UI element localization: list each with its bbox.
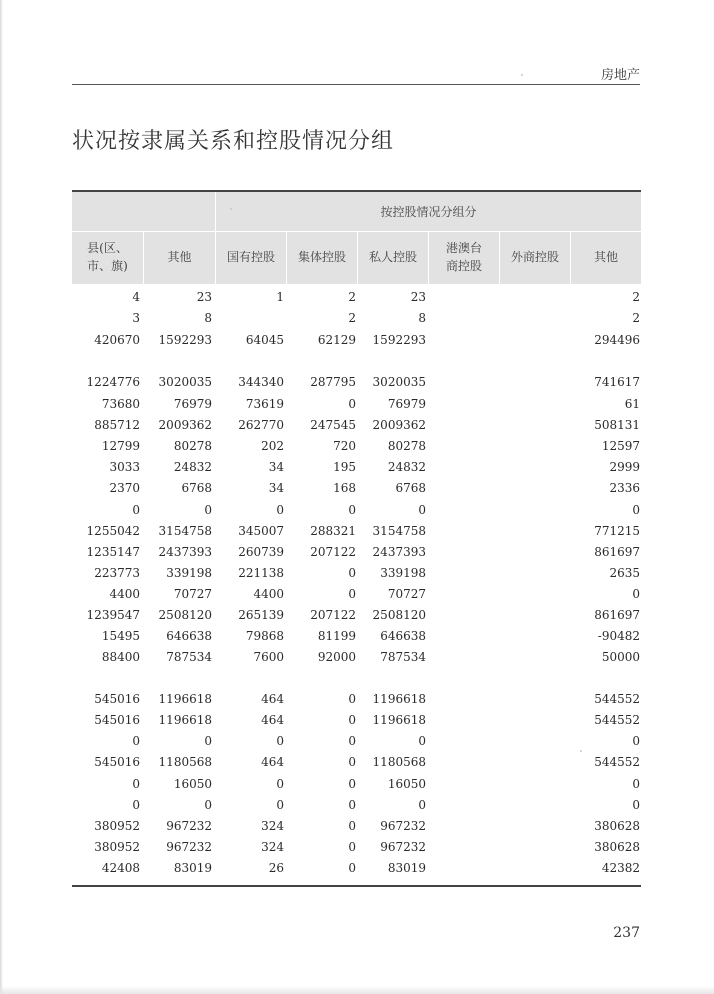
table-cell: 0 bbox=[418, 734, 426, 748]
table-cell bbox=[427, 816, 497, 837]
scan-speck bbox=[521, 74, 523, 76]
table-cell: 287795 bbox=[310, 375, 356, 389]
table-cell: 70727 bbox=[387, 587, 426, 601]
table-cell: 380952 bbox=[94, 819, 140, 833]
table-cell: 80278 bbox=[173, 439, 212, 453]
table-cell: 4 bbox=[132, 290, 140, 304]
table-cell: 380628 bbox=[594, 819, 640, 833]
table-cell bbox=[427, 858, 497, 879]
table-cell: 6768 bbox=[395, 481, 426, 495]
table-row bbox=[72, 415, 641, 436]
table-cell: 1255042 bbox=[86, 524, 140, 538]
table-cell bbox=[427, 436, 497, 457]
table-cell bbox=[286, 668, 356, 689]
table-cell: 345007 bbox=[238, 524, 284, 538]
table-cell: 76979 bbox=[173, 397, 212, 411]
table-cell: 195 bbox=[333, 460, 356, 474]
table-cell bbox=[570, 668, 640, 689]
table-cell: 223773 bbox=[94, 566, 140, 580]
table-cell bbox=[427, 394, 497, 415]
table-row bbox=[72, 436, 641, 457]
table-cell: 0 bbox=[348, 798, 356, 812]
table-cell bbox=[427, 689, 497, 710]
table-row bbox=[72, 500, 641, 521]
table-cell: 885712 bbox=[94, 418, 140, 432]
table-cell: 92000 bbox=[317, 650, 356, 664]
table-cell: 1239547 bbox=[86, 608, 140, 622]
table-row bbox=[72, 308, 641, 329]
scan-speck bbox=[580, 750, 582, 752]
page-number: 237 bbox=[613, 925, 640, 941]
table-cell: 7600 bbox=[253, 650, 284, 664]
table-cell: 2 bbox=[632, 311, 640, 325]
table-cell bbox=[498, 605, 568, 626]
table-cell bbox=[286, 351, 356, 372]
table-cell: 0 bbox=[132, 777, 140, 791]
table-row bbox=[72, 710, 641, 731]
table-cell bbox=[142, 668, 212, 689]
table-cell bbox=[427, 415, 497, 436]
table-cell: 2508120 bbox=[158, 608, 212, 622]
table-cell: 34 bbox=[268, 460, 284, 474]
table-row bbox=[72, 605, 641, 626]
col-header-hk-macau-taiwan: 港澳台 商控股 bbox=[445, 241, 482, 273]
table-cell: 1592293 bbox=[158, 333, 212, 347]
table-cell: 202 bbox=[261, 439, 284, 453]
table-cell: 0 bbox=[348, 840, 356, 854]
table-cell: 61 bbox=[624, 397, 640, 411]
table-cell: 23 bbox=[196, 290, 212, 304]
table-cell: 6768 bbox=[181, 481, 212, 495]
table-cell: 771215 bbox=[594, 524, 640, 538]
table-row bbox=[72, 837, 641, 858]
table-cell: 861697 bbox=[594, 608, 640, 622]
table-cell: 1196618 bbox=[372, 713, 426, 727]
table-cell: 24832 bbox=[173, 460, 212, 474]
table-cell: 0 bbox=[276, 734, 284, 748]
table-cell: 288321 bbox=[310, 524, 356, 538]
col-header-other-a: 其他 bbox=[167, 250, 192, 264]
table-cell bbox=[498, 308, 568, 329]
table-cell bbox=[498, 521, 568, 542]
table-cell bbox=[427, 647, 497, 668]
table-cell bbox=[142, 351, 212, 372]
table-cell: 741617 bbox=[594, 375, 640, 389]
table-cell bbox=[356, 668, 426, 689]
table-cell: 545016 bbox=[94, 692, 140, 706]
table-cell: 380952 bbox=[94, 840, 140, 854]
table-cell: 8 bbox=[418, 311, 426, 325]
table-row bbox=[72, 563, 641, 584]
table-cell: 0 bbox=[348, 587, 356, 601]
table-cell: 0 bbox=[418, 798, 426, 812]
table-cell: 967232 bbox=[380, 819, 426, 833]
table-cell: 967232 bbox=[166, 819, 212, 833]
table-cell: 168 bbox=[333, 481, 356, 495]
header-rule bbox=[72, 84, 640, 85]
table-cell bbox=[498, 858, 568, 879]
table-cell: 0 bbox=[204, 734, 212, 748]
table-cell: 0 bbox=[348, 713, 356, 727]
table-cell: 0 bbox=[276, 503, 284, 517]
table-cell: 207122 bbox=[310, 545, 356, 559]
table-cell: 3020035 bbox=[158, 375, 212, 389]
table-cell: 50000 bbox=[601, 650, 640, 664]
table-cell bbox=[427, 521, 497, 542]
table-cell bbox=[498, 394, 568, 415]
table-cell: 420670 bbox=[94, 333, 140, 347]
col-header-foreign: 外商控股 bbox=[510, 250, 559, 264]
table-cell: 720 bbox=[333, 439, 356, 453]
table-cell: 79868 bbox=[245, 629, 284, 643]
table-cell: 0 bbox=[348, 503, 356, 517]
table-cell bbox=[427, 795, 497, 816]
table-cell bbox=[498, 436, 568, 457]
table-cell: 2 bbox=[348, 311, 356, 325]
table-cell: 42408 bbox=[101, 861, 140, 875]
table-cell bbox=[427, 605, 497, 626]
table-cell: 15495 bbox=[101, 629, 140, 643]
table-row bbox=[72, 752, 641, 773]
table-cell: 26 bbox=[268, 861, 284, 875]
group-header-holding: 按控股情况分组分 bbox=[380, 205, 477, 219]
table-cell: 80278 bbox=[387, 439, 426, 453]
table-cell bbox=[498, 415, 568, 436]
table-cell: 3154758 bbox=[372, 524, 426, 538]
table-cell bbox=[498, 668, 568, 689]
table-cell bbox=[427, 478, 497, 499]
table-cell: 16050 bbox=[173, 777, 212, 791]
table-cell: 0 bbox=[348, 397, 356, 411]
table-row bbox=[72, 457, 641, 478]
table-cell bbox=[498, 287, 568, 308]
table-cell: 380628 bbox=[594, 840, 640, 854]
table-cell: 787534 bbox=[166, 650, 212, 664]
table-cell: 0 bbox=[132, 734, 140, 748]
table-cell: 544552 bbox=[594, 755, 640, 769]
table-row bbox=[72, 647, 641, 668]
table-cell bbox=[498, 752, 568, 773]
table-cell bbox=[427, 351, 497, 372]
table-cell bbox=[498, 647, 568, 668]
table-cell: 23 bbox=[410, 290, 426, 304]
table-row bbox=[72, 584, 641, 605]
table-cell: 12597 bbox=[601, 439, 640, 453]
table-cell: 0 bbox=[348, 692, 356, 706]
table-cell: 76979 bbox=[387, 397, 426, 411]
table-cell: 0 bbox=[348, 777, 356, 791]
table-cell: 16050 bbox=[387, 777, 426, 791]
table-cell: 1 bbox=[276, 290, 284, 304]
table-cell: 3020035 bbox=[372, 375, 426, 389]
table-cell bbox=[498, 351, 568, 372]
table-cell: 0 bbox=[632, 798, 640, 812]
table-cell: 544552 bbox=[594, 692, 640, 706]
table-cell: 2009362 bbox=[372, 418, 426, 432]
table-cell: 324 bbox=[261, 840, 284, 854]
table-cell: 8 bbox=[204, 311, 212, 325]
table-cell: 0 bbox=[276, 798, 284, 812]
table-cell bbox=[427, 330, 497, 351]
table-row bbox=[72, 795, 641, 816]
table-cell bbox=[427, 668, 497, 689]
table-cell bbox=[498, 626, 568, 647]
table-cell bbox=[70, 668, 140, 689]
table-cell: 81199 bbox=[317, 629, 356, 643]
table-cell: 73680 bbox=[101, 397, 140, 411]
table-cell: 1592293 bbox=[372, 333, 426, 347]
table-cell: 339198 bbox=[166, 566, 212, 580]
col-header-county: 县(区、 市、旗) bbox=[87, 241, 128, 273]
table-cell: 3154758 bbox=[158, 524, 212, 538]
table-cell: 294496 bbox=[594, 333, 640, 347]
table-bottom-rule bbox=[72, 885, 641, 887]
table-cell: 73619 bbox=[245, 397, 284, 411]
table-cell bbox=[427, 308, 497, 329]
table-cell bbox=[498, 837, 568, 858]
table-cell: 1235147 bbox=[86, 545, 140, 559]
table-cell bbox=[498, 689, 568, 710]
table-cell bbox=[427, 287, 497, 308]
table-cell bbox=[498, 774, 568, 795]
table-cell bbox=[356, 351, 426, 372]
table-row bbox=[72, 542, 641, 563]
table-cell: 12799 bbox=[101, 439, 140, 453]
table-cell: 0 bbox=[132, 798, 140, 812]
running-head: 房地产 bbox=[600, 68, 640, 83]
table-cell: 0 bbox=[348, 734, 356, 748]
table-cell bbox=[498, 478, 568, 499]
table-cell bbox=[427, 457, 497, 478]
table-cell: 2635 bbox=[609, 566, 640, 580]
table-cell: 221138 bbox=[238, 566, 284, 580]
table-cell: 2009362 bbox=[158, 418, 212, 432]
table-cell: 1180568 bbox=[372, 755, 426, 769]
col-header-collective: 集体控股 bbox=[297, 250, 346, 264]
table-cell: 70727 bbox=[173, 587, 212, 601]
table-cell: 324 bbox=[261, 819, 284, 833]
table-cell bbox=[498, 563, 568, 584]
table-row bbox=[72, 287, 641, 308]
col-header-other-b: 其他 bbox=[593, 250, 618, 264]
table-cell: 2370 bbox=[109, 481, 140, 495]
table-row bbox=[72, 521, 641, 542]
col-header-private: 私人控股 bbox=[368, 250, 417, 264]
table-cell: 3 bbox=[132, 311, 140, 325]
table-cell: 64045 bbox=[245, 333, 284, 347]
table-cell bbox=[214, 668, 284, 689]
table-cell bbox=[498, 710, 568, 731]
table-cell bbox=[214, 308, 284, 329]
table-cell: 646638 bbox=[380, 629, 426, 643]
table-row bbox=[72, 668, 641, 689]
table-cell: 0 bbox=[632, 587, 640, 601]
table-row bbox=[72, 689, 641, 710]
table-cell: 4400 bbox=[253, 587, 284, 601]
table-cell bbox=[498, 372, 568, 393]
table-cell: 262770 bbox=[238, 418, 284, 432]
table-cell: 344340 bbox=[238, 375, 284, 389]
table-cell: 0 bbox=[132, 503, 140, 517]
table-cell bbox=[427, 542, 497, 563]
table-cell: 861697 bbox=[594, 545, 640, 559]
table-cell: 1196618 bbox=[158, 692, 212, 706]
table-cell: 2336 bbox=[609, 481, 640, 495]
table-cell: 0 bbox=[348, 566, 356, 580]
table-cell bbox=[427, 752, 497, 773]
table-cell: 34 bbox=[268, 481, 284, 495]
table-row bbox=[72, 478, 641, 499]
table-cell bbox=[498, 500, 568, 521]
table-row bbox=[72, 858, 641, 879]
table-cell bbox=[427, 372, 497, 393]
table-cell: 265139 bbox=[238, 608, 284, 622]
table-cell: 339198 bbox=[380, 566, 426, 580]
table-row bbox=[72, 774, 641, 795]
table-cell: 0 bbox=[348, 755, 356, 769]
table-cell: 2 bbox=[632, 290, 640, 304]
table-cell: 0 bbox=[632, 777, 640, 791]
scan-edge-left bbox=[0, 0, 3, 994]
table-row bbox=[72, 626, 641, 647]
table-cell: 545016 bbox=[94, 713, 140, 727]
table-cell: 2437393 bbox=[158, 545, 212, 559]
table-row bbox=[72, 816, 641, 837]
table-cell: 0 bbox=[348, 861, 356, 875]
table-cell: 508131 bbox=[594, 418, 640, 432]
table-cell: 2508120 bbox=[372, 608, 426, 622]
table-cell: 4400 bbox=[109, 587, 140, 601]
table-cell: 967232 bbox=[166, 840, 212, 854]
table-row bbox=[72, 731, 641, 752]
table-cell bbox=[498, 816, 568, 837]
table-cell: 2 bbox=[348, 290, 356, 304]
table-cell bbox=[498, 795, 568, 816]
table-row bbox=[72, 330, 641, 351]
table-cell: 1196618 bbox=[158, 713, 212, 727]
table-cell bbox=[427, 731, 497, 752]
table-cell: 88400 bbox=[101, 650, 140, 664]
table-cell bbox=[427, 710, 497, 731]
table-cell: 2999 bbox=[609, 460, 640, 474]
table-cell: 42382 bbox=[601, 861, 640, 875]
table-cell bbox=[427, 837, 497, 858]
table-cell: 1196618 bbox=[372, 692, 426, 706]
table-cell: 0 bbox=[204, 503, 212, 517]
table-cell: 464 bbox=[261, 713, 284, 727]
col-header-state: 国有控股 bbox=[226, 250, 275, 264]
table-cell bbox=[427, 626, 497, 647]
table-cell: 545016 bbox=[94, 755, 140, 769]
table-cell: 247545 bbox=[310, 418, 356, 432]
table-cell bbox=[427, 563, 497, 584]
table-cell: 967232 bbox=[380, 840, 426, 854]
scan-edge-bottom bbox=[0, 986, 714, 994]
table-row bbox=[72, 394, 641, 415]
table-cell: 646638 bbox=[166, 629, 212, 643]
table-cell bbox=[70, 351, 140, 372]
table-cell: 464 bbox=[261, 755, 284, 769]
table-cell: 83019 bbox=[387, 861, 426, 875]
table-cell bbox=[427, 774, 497, 795]
table-cell bbox=[498, 584, 568, 605]
table-cell: 1180568 bbox=[158, 755, 212, 769]
table-cell: 83019 bbox=[173, 861, 212, 875]
table-cell: 0 bbox=[276, 777, 284, 791]
table-cell: 787534 bbox=[380, 650, 426, 664]
table-cell bbox=[498, 731, 568, 752]
table-cell: 0 bbox=[348, 819, 356, 833]
table-cell: 544552 bbox=[594, 713, 640, 727]
table-cell: -90482 bbox=[597, 629, 640, 643]
scan-speck bbox=[230, 208, 232, 210]
table-cell bbox=[570, 351, 640, 372]
table-cell: 464 bbox=[261, 692, 284, 706]
table-cell bbox=[498, 457, 568, 478]
page-title: 状况按隶属关系和控股情况分组 bbox=[72, 129, 395, 154]
table-cell: 0 bbox=[632, 734, 640, 748]
table-cell: 62129 bbox=[317, 333, 356, 347]
table-cell: 0 bbox=[632, 503, 640, 517]
table-cell bbox=[427, 500, 497, 521]
table-cell: 24832 bbox=[387, 460, 426, 474]
table-cell bbox=[498, 330, 568, 351]
table-cell bbox=[427, 584, 497, 605]
table-cell bbox=[498, 542, 568, 563]
table-cell: 0 bbox=[204, 798, 212, 812]
table-cell: 2437393 bbox=[372, 545, 426, 559]
table-cell: 0 bbox=[418, 503, 426, 517]
table-row bbox=[72, 372, 641, 393]
table-cell: 207122 bbox=[310, 608, 356, 622]
table-row bbox=[72, 351, 641, 372]
table-cell: 3033 bbox=[109, 460, 140, 474]
table-cell: 1224776 bbox=[86, 375, 140, 389]
table-cell: 260739 bbox=[238, 545, 284, 559]
table-cell bbox=[214, 351, 284, 372]
